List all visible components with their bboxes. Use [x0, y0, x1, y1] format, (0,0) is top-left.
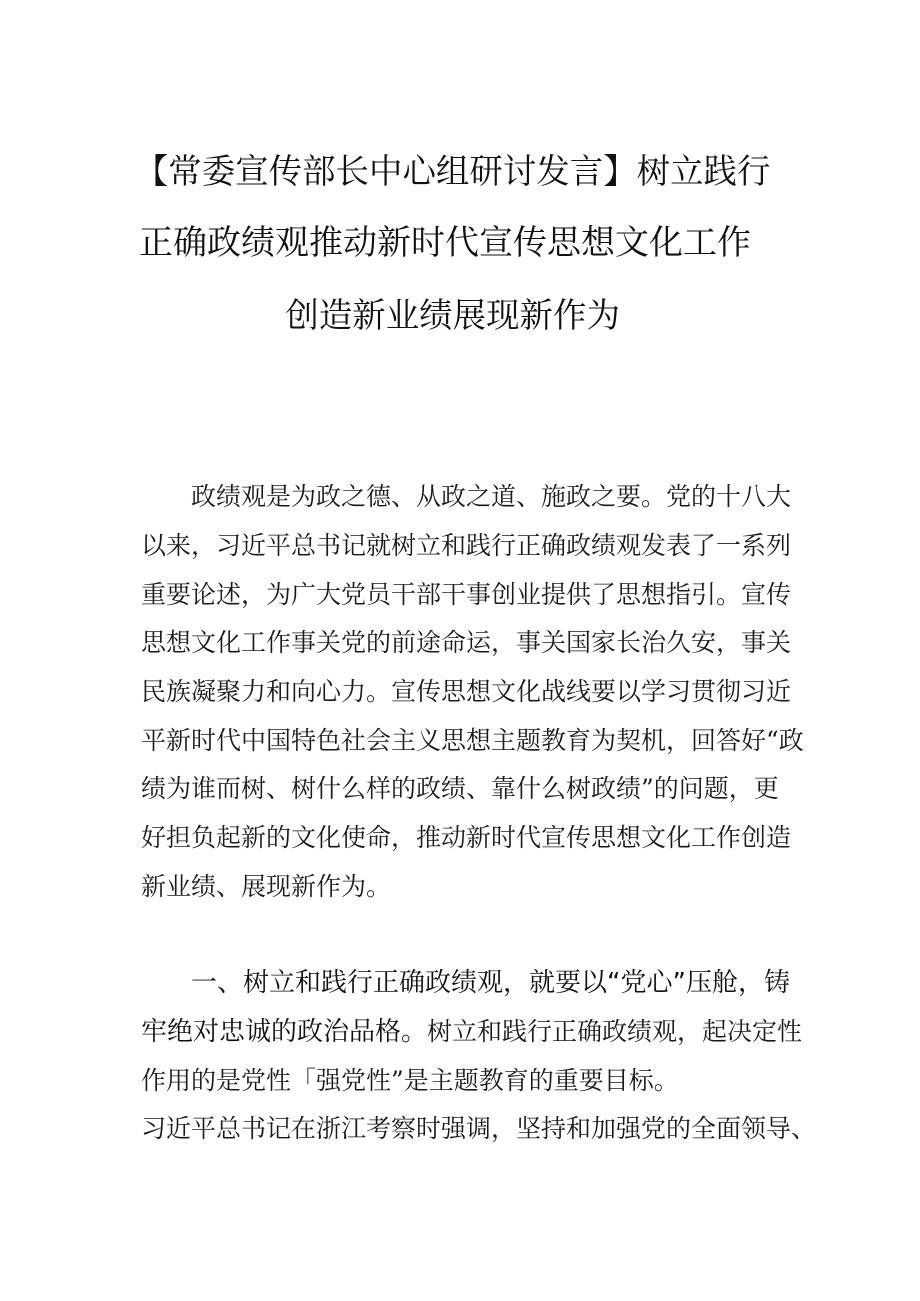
- paragraph1-line-8: 好担负起新的文化使命，推动新时代宣传思想文化工作创造: [141, 823, 792, 852]
- section1-heading-rest: 树立和践行正确政绩观，起决定性: [427, 1017, 803, 1046]
- paragraph1-line-7: 绩为谁而树、树什么样的政绩、靠什么树政绩”的问题，更: [141, 774, 779, 803]
- section1-heading-line-1: 一、树立和践行正确政绩观，就要以“党心”压舱，铸: [191, 968, 790, 998]
- title-line-2: 正确政绩观推动新时代宣传思想文化工作: [139, 223, 751, 263]
- paragraph1-line-3: 重要论述，为广大党员干部干事创业提供了思想指引。宣传: [141, 580, 792, 609]
- section1-line-2: 习近平总书记在浙江考察时强调，坚持和加强党的全面领导、: [141, 1114, 817, 1143]
- paragraph1-line-9: 新业绩、展现新作为。: [141, 872, 392, 901]
- paragraph1-line-1: 政绩观是为政之德、从政之道、施政之要。党的十八大: [191, 482, 792, 511]
- paragraph1-line-6: 平新时代中国特色社会主义思想主题教育为契机，回答好“政: [141, 726, 804, 755]
- paragraph1-line-2: 以来，习近平总书记就树立和践行正确政绩观发表了一系列: [141, 531, 792, 560]
- section1-line-1: 作用的是党性「强党性”是主题教育的重要目标。: [141, 1066, 679, 1095]
- title-line-1: 【常委宣传部长中心组研讨发言】树立践行: [134, 152, 771, 192]
- section1-heading-line-2: [141, 1017, 802, 1047]
- section1-heading-bold: 牢绝对忠诚的政治品格。: [141, 1017, 428, 1047]
- paragraph1-line-5: 民族凝聚力和向心力。宣传思想文化战线要以学习贯彻习近: [141, 677, 792, 706]
- title-line-3: 创造新业绩展现新作为: [285, 296, 620, 336]
- paragraph1-line-4: 思想文化工作事关党的前途命运，事关国家长治久安，事关: [141, 628, 792, 657]
